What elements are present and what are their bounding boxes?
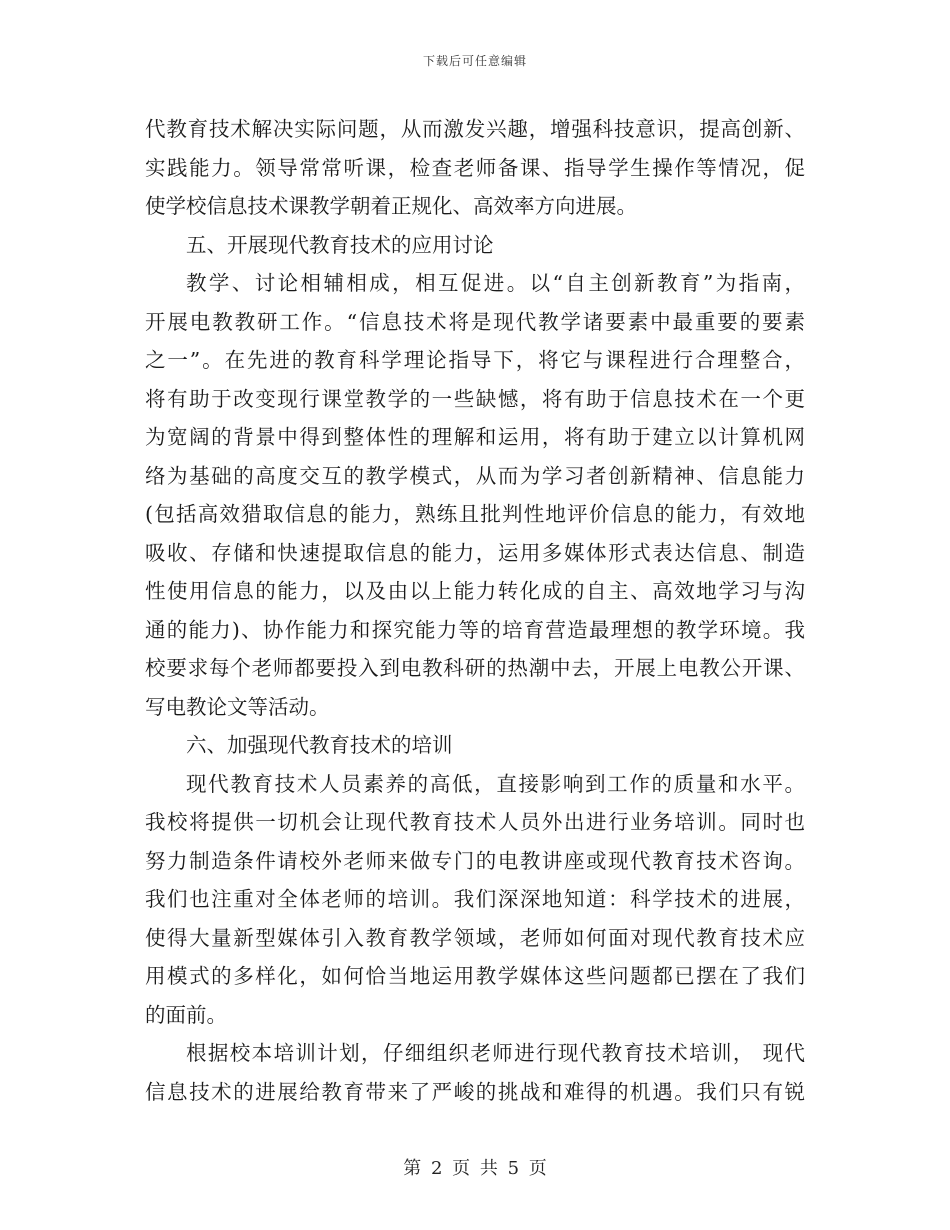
- body-line: 性使用信息的能力，以及由以上能力转化成的自主、高效地学习与沟: [145, 579, 805, 603]
- body-line: 根据校本培训计划，仔细组织老师进行现代教育技术培训， 现代: [186, 1041, 805, 1065]
- body-line: 写电教论文等活动。: [145, 694, 330, 719]
- body-line: 络为基础的高度交互的教学模式，从而为学习者创新精神、信息能力: [145, 463, 805, 488]
- body-line: 用模式的多样化，如何恰当地运用教学媒体这些问题都已摆在了我们: [145, 964, 805, 988]
- body-line: 我校将提供一切机会让现代教育技术人员外出进行业务培训。同时也: [145, 810, 805, 834]
- body-line: 将有助于改变现行课堂教学的一些缺憾，将有助于信息技术在一个更: [145, 386, 805, 411]
- body-line: 校要求每个老师都要投入到电教科研的热潮中去，开展上电教公开课、: [145, 656, 805, 680]
- section-heading: 六、加强现代教育技术的培训: [186, 733, 453, 757]
- body-line: 吸收、存储和快速提取信息的能力，运用多媒体形式表达信息、制造: [145, 540, 805, 565]
- body-line: 使学校信息技术课教学朝着正规化、高效率方向进展。: [145, 194, 637, 218]
- body-line: 通的能力)、协作能力和探究能力等的培育营造最理想的教学环境。我: [145, 617, 805, 642]
- body-line: 之一”。在先进的教育科学理论指导下，将它与课程进行合理整合，: [145, 348, 805, 372]
- body-line: 现代教育技术人员素养的高低，直接影响到工作的质量和水平。: [186, 771, 805, 796]
- document-body: [145, 110, 805, 1111]
- body-line: 信息技术的进展给教育带来了严峻的挑战和难得的机遇。我们只有锐: [145, 1079, 805, 1104]
- body-line: 教学、讨论相辅相成，相互促进。以“自主创新教育”为指南，: [186, 271, 805, 295]
- page-header: 下载后可任意编辑: [422, 54, 527, 68]
- body-line: 代教育技术解决实际问题，从而激发兴趣，增强科技意识，提高创新、: [145, 117, 805, 141]
- body-line: 使得大量新型媒体引入教育教学领域，老师如何面对现代教育技术应: [145, 925, 805, 950]
- body-line: 实践能力。领导常常听课，检查老师备课、指导学生操作等情况，促: [145, 155, 805, 180]
- body-line: 的面前。: [145, 1002, 227, 1027]
- body-line: 为宽阔的背景中得到整体性的理解和运用，将有助于建立以计算机网: [145, 425, 805, 449]
- section-heading: 五、开展现代教育技术的应用讨论: [186, 232, 494, 257]
- body-line: 我们也注重对全体老师的培训。我们深深地知道：科学技术的进展，: [145, 887, 805, 911]
- body-line: (包括高效猎取信息的能力，熟练且批判性地评价信息的能力，有效地: [145, 502, 805, 526]
- body-line: 努力制造条件请校外老师来做专门的电教讲座或现代教育技术咨询。: [145, 848, 805, 873]
- body-line: 开展电教教研工作。“信息技术将是现代教学诸要素中最重要的要素: [145, 309, 805, 334]
- page-number: 第 2 页 共 5 页: [403, 1158, 547, 1179]
